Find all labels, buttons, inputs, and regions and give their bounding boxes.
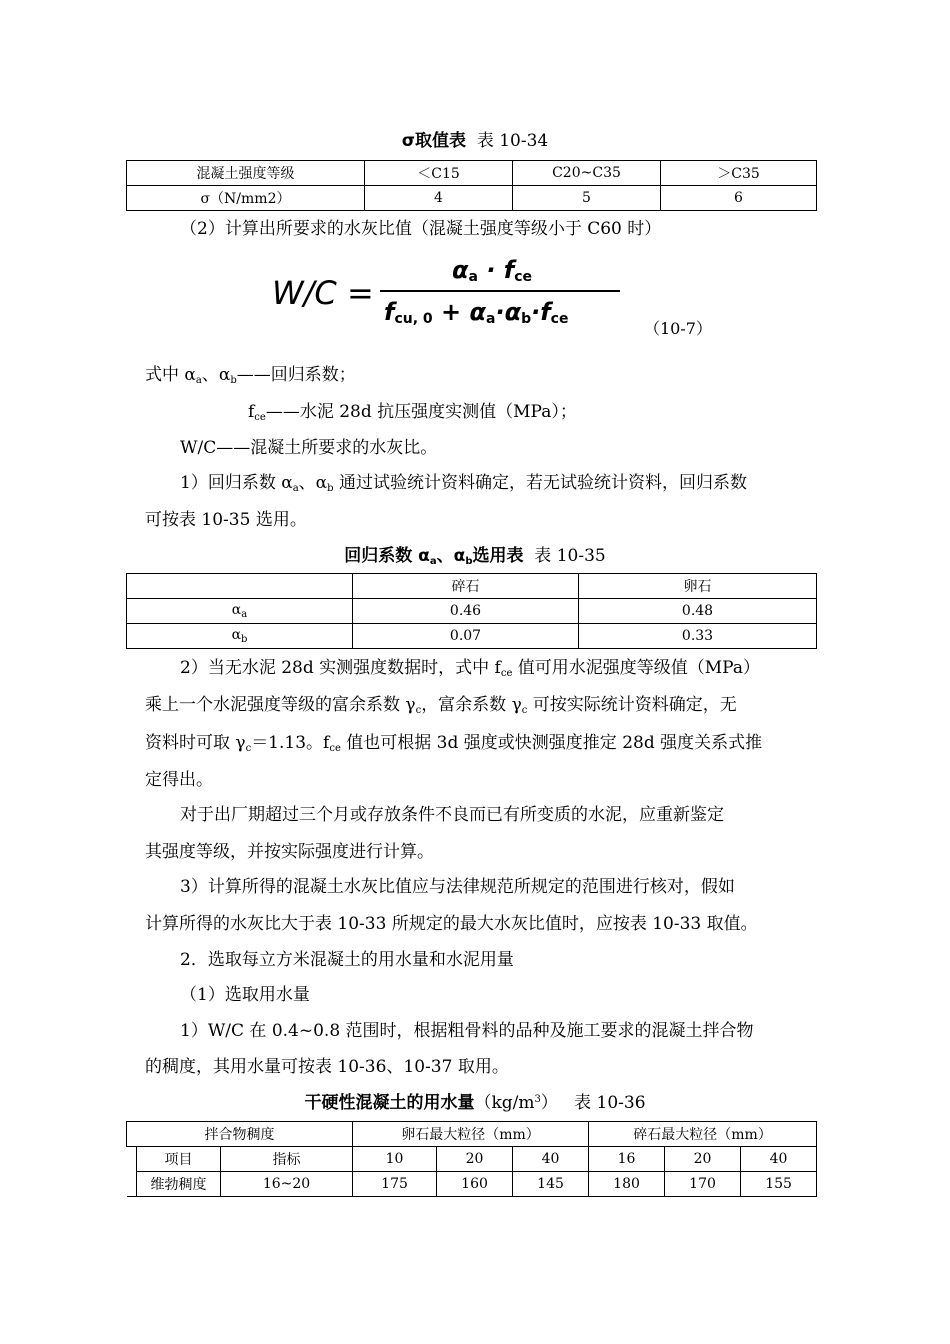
table-cell: 155 [741, 1172, 817, 1197]
table-cell: 卵石 [579, 574, 817, 599]
table-10-34-caption [0, 126, 950, 151]
table-cell: 5 [513, 186, 661, 211]
table-cell: C20~C35 [513, 161, 661, 186]
table-spacer-cell [127, 1172, 137, 1197]
definition-wc: W/C——混凝土所要求的水灰比。 [180, 438, 438, 458]
table-10-34 [126, 160, 817, 211]
paragraph-3-line2: 其强度等级，并按实际强度进行计算。 [145, 842, 434, 862]
paragraph-7-line1: 1）W/C 在 0.4~0.8 范围时，根据粗骨料的品种及施工要求的混凝土拌合物 [180, 1021, 754, 1041]
definition-alpha: 式中 $\alpha_a$、$\alpha_b——$回归系数； [145, 365, 356, 386]
paragraph-4-line2: 计算所得的水灰比大于表 10-33 所规定的最大水灰比值时，应按表 10-33 取值。 [145, 914, 758, 934]
paragraph-4-line1: 3）计算所得的混凝土水灰比值应与法律规范所规定的范围进行核对，假如 [180, 877, 735, 897]
table-cell: $\alpha_b$ [127, 624, 353, 649]
table-cell: 碎石最大粒径（mm） [589, 1122, 817, 1147]
table-cell: 20 [437, 1147, 513, 1172]
table-10-35-caption: 回归系数 $\alpha_a$、$\alpha_b$选用表 表 10-35 [344, 546, 606, 567]
formula-numerator: $\alpha_a \cdot f_{ce}$ [452, 256, 533, 285]
paragraph-1-line1: 1）回归系数 $\alpha_a$、$\alpha_b$ 通过试验统计资料确定，若无试验统计资料，回归系数 [180, 473, 747, 494]
subsection-heading-1: （1）选取用水量 [180, 985, 310, 1005]
table-cell: 0.48 [579, 599, 817, 624]
table-header-row [127, 1147, 817, 1172]
caption-number: 表 10-34 [476, 131, 549, 151]
table-cell: ＜C15 [365, 161, 513, 186]
table-cell: 40 [513, 1147, 589, 1172]
table-group-header-row [127, 1122, 817, 1147]
caption-title: σ取值表 [401, 131, 466, 151]
table-cell: $\alpha_a$ [127, 599, 353, 624]
table-row [127, 599, 817, 624]
table-cell: 指标 [221, 1147, 353, 1172]
table-cell: 碎石 [353, 574, 579, 599]
table-cell: 10 [353, 1147, 437, 1172]
definition-fce: $f_{ce}——$水泥 28d 抗压强度实测值（MPa）； [248, 402, 577, 423]
table-10-36 [126, 1121, 817, 1197]
table-header-row [127, 574, 817, 599]
caption-number: 表 10-35 [534, 546, 606, 566]
table-cell [127, 574, 353, 599]
table-cell: 40 [741, 1147, 817, 1172]
table-row [127, 624, 817, 649]
table-cell: 180 [589, 1172, 665, 1197]
formula-10-7 [272, 252, 732, 336]
table-row [127, 186, 817, 211]
table-cell: 4 [365, 186, 513, 211]
formula-denominator: $f_{cu, 0} + \alpha_a\cdot\alpha_b\cdot f_{ce}$ [384, 298, 569, 327]
table-cell: σ（N/mm2） [127, 186, 365, 211]
table-cell: 0.46 [353, 599, 579, 624]
table-cell: 0.33 [579, 624, 817, 649]
table-header-row [127, 161, 817, 186]
paragraph-2-line3: 资料时可取 $\gamma_c=1.13$。$f_{ce}$ 值也可根据 3d 强度或快测强度推定 28d 强度关系式推 [145, 733, 763, 754]
formula-lhs: W/C = [272, 274, 374, 312]
table-cell: 项目 [137, 1147, 221, 1172]
table-cell: 16 [589, 1147, 665, 1172]
paragraph-7-line2: 的稠度，其用水量可按表 10-36、10-37 取用。 [145, 1057, 509, 1077]
table-cell: 拌合物稠度 [127, 1122, 353, 1147]
table-cell: 175 [353, 1172, 437, 1197]
table-cell: 160 [437, 1172, 513, 1197]
table-cell: 维勃稠度 [137, 1172, 221, 1197]
table-spacer-cell [127, 1147, 137, 1172]
table-10-35 [126, 573, 817, 649]
caption-number: 表 10-36 [574, 1093, 646, 1113]
paragraph-2-line4: 定得出。 [145, 770, 213, 790]
table-cell: 0.07 [353, 624, 579, 649]
table-cell: 卵石最大粒径（mm） [353, 1122, 589, 1147]
paragraph-intro: （2）计算出所要求的水灰比值（混凝土强度等级小于 C60 时） [180, 219, 662, 239]
table-cell: 20 [665, 1147, 741, 1172]
table-cell: 6 [661, 186, 817, 211]
formula-number: （10-7） [644, 319, 712, 338]
paragraph-1-line2: 可按表 10-35 选用。 [145, 510, 307, 530]
table-cell: 混凝土强度等级 [127, 161, 365, 186]
fraction-bar [380, 290, 620, 292]
table-row [127, 1172, 817, 1197]
table-cell: 170 [665, 1172, 741, 1197]
paragraph-3-line1: 对于出厂期超过三个月或存放条件不良而已有所变质的水泥，应重新鉴定 [180, 805, 724, 825]
table-cell: 16~20 [221, 1172, 353, 1197]
table-10-36-caption: 干硬性混凝土的用水量$(kg/m^3)$ 表 10-36 [304, 1093, 646, 1113]
paragraph-2-line2: 乘上一个水泥强度等级的富余系数 $\gamma_c$，富余系数 $\gamma_c$ 可按实际统计资料确定，无 [145, 695, 737, 716]
section-heading-2: 2．选取每立方米混凝土的用水量和水泥用量 [180, 950, 514, 970]
table-cell: 145 [513, 1172, 589, 1197]
table-cell: ＞C35 [661, 161, 817, 186]
paragraph-2-line1: 2）当无水泥 28d 实测强度数据时，式中 $f_{ce}$ 值可用水泥强度等级值（MPa） [180, 658, 760, 679]
